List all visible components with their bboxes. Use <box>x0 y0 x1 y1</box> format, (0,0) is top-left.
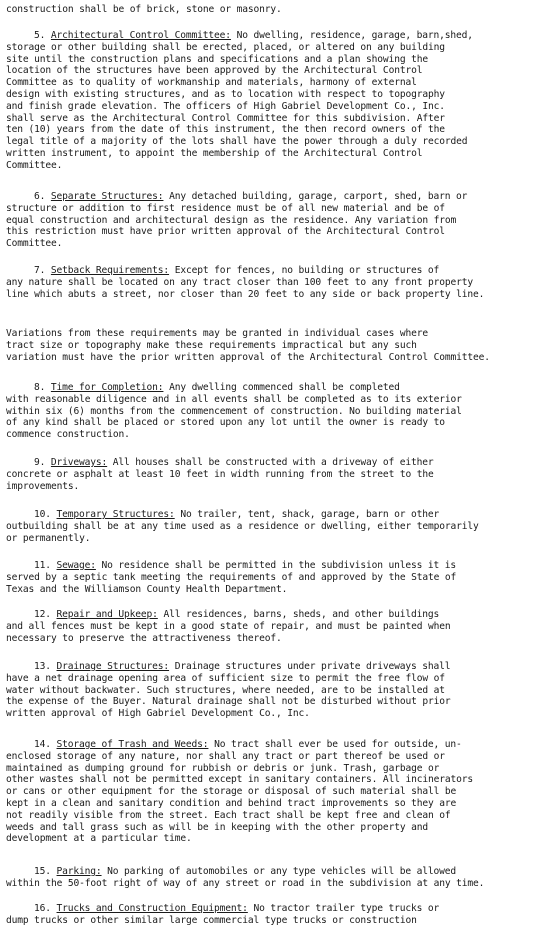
section-number: 12. <box>34 609 51 620</box>
text-line: outbuilding shall be at any time used as a residence or dwelling, either temporarily <box>6 520 479 532</box>
text-line: kept in a clean and sanitary condition and behind tract improvements so they are <box>6 797 457 809</box>
section-heading: Separate Structures: <box>50 191 164 202</box>
text-line <box>6 509 534 521</box>
paragraph-p8 <box>6 382 534 441</box>
section-number: 9. <box>34 457 46 468</box>
text-line: storage or other building shall be erected, placed, or altered on any building <box>6 41 445 53</box>
section-text: No trailer, tent, shack, garage, barn or other <box>174 509 440 520</box>
text-line: dump trucks or other similar large commercial type trucks or construction <box>6 914 417 926</box>
text-line: location of the structures have been approved by the Architectural Control <box>6 65 423 77</box>
section-text: Except for fences, no building or structures of <box>169 265 440 276</box>
section-heading: Trucks and Construction Equipment: <box>56 903 248 914</box>
text-line: legal title of a majority of the lots shall have the power through a duly recorded <box>6 136 468 148</box>
text-line <box>6 30 534 42</box>
section-number: 14. <box>34 739 51 750</box>
section-text: Drainage structures under private driveways shall <box>169 661 451 672</box>
text-line: this restriction must have prior written approval of the Architectural Control <box>6 226 445 238</box>
section-number: 8. <box>34 382 46 393</box>
paragraph-p7b <box>6 328 534 363</box>
section-text: All residences, barns, sheds, and other buildings <box>157 609 440 620</box>
text-line: or cans or other equipment for the storage or disposal of such material shall be <box>6 786 457 798</box>
text-line <box>6 382 534 394</box>
section-number: 6. <box>34 191 46 202</box>
section-number: 5. <box>34 30 46 41</box>
section-number: 11. <box>34 560 51 571</box>
text-line <box>6 191 534 203</box>
text-line: site until the construction plans and specifications and a plan showing the <box>6 53 428 65</box>
paragraph-p9 <box>6 457 534 492</box>
text-line: weeds and tall grass such as will be in keeping with the other property and <box>6 821 428 833</box>
text-line: or permanently. <box>6 532 91 544</box>
text-line: written approval of High Gabriel Development Co., Inc. <box>6 708 310 720</box>
section-text: No residence shall be permitted in the subdivision unless it is <box>95 560 456 571</box>
section-heading: Parking: <box>56 866 102 877</box>
paragraph-p15 <box>6 866 534 890</box>
text-line: construction shall be of brick, stone or masonry. <box>6 4 282 15</box>
section-text: No parking of automobiles or any type vehicles will be allowed <box>101 866 456 877</box>
text-line: necessary to preserve the attractiveness thereof. <box>6 632 282 644</box>
text-line: equal construction and architectural design as the residence. Any variation from <box>6 214 457 226</box>
section-heading: Repair and Upkeep: <box>56 609 158 620</box>
section-number: 13. <box>34 661 51 672</box>
text-line: design with existing structures, and as to location with respect to topography <box>6 88 445 100</box>
section-heading: Drainage Structures: <box>56 661 170 672</box>
text-line: have a net drainage opening area of sufficient size to permit the free flow of <box>6 672 445 684</box>
text-line: not readily visible from the street. Each tract shall be kept free and clean of <box>6 809 451 821</box>
text-line: other wastes shall not be permitted except in sanitary containers. All incinerators <box>6 774 473 786</box>
text-line: structure or addition to first residence must be of all new material and be of <box>6 202 445 214</box>
section-heading: Architectural Control Committee: <box>50 30 231 41</box>
text-line: ten (10) years from the date of this instrument, the then record owners of the <box>6 124 445 136</box>
text-line: and all fences must be kept in a good state of repair, and must be painted when <box>6 620 451 632</box>
text-line <box>6 903 534 915</box>
text-line: Committee as to quality of workmanship and materials, harmony of external <box>6 77 417 89</box>
text-line <box>6 560 534 572</box>
text-line: the expense of the Buyer. Natural drainage shall not be disturbed without prior <box>6 696 451 708</box>
text-line <box>6 609 534 621</box>
section-text: No tractor trailer type trucks or <box>247 903 440 914</box>
text-line: Variations from these requirements may be granted in individual cases where <box>6 328 428 339</box>
text-line: water without backwater. Such structures, where needed, are to be installed at <box>6 684 445 696</box>
text-line: within six (6) months from the commencement of construction. No building material <box>6 405 462 417</box>
text-line <box>6 866 534 878</box>
text-line: variation must have the prior written approval of the Architectural Control Committee. <box>6 351 490 363</box>
section-text: No dwelling, residence, garage, barn,shed, <box>230 30 473 41</box>
text-line: Texas and the Williamson County Health Department. <box>6 583 288 595</box>
section-number: 7. <box>34 265 46 276</box>
section-text: Any dwelling commenced shall be completed <box>163 382 400 393</box>
paragraph-p13 <box>6 661 534 720</box>
text-line: commence construction. <box>6 429 130 441</box>
section-number: 15. <box>34 866 51 877</box>
text-line: maintained as dumping ground for rubbish or debris or junk. Trash, garbage or <box>6 762 440 774</box>
paragraph-p11 <box>6 560 534 595</box>
text-line: development at a particular time. <box>6 833 192 845</box>
paragraph-p0 <box>6 4 534 16</box>
text-line: of any kind shall be placed or stored upon any lot until the owner is ready to <box>6 417 445 429</box>
paragraph-p6 <box>6 191 534 250</box>
section-heading: Setback Requirements: <box>50 265 170 276</box>
text-line: with reasonable diligence and in all events shall be completed as to its exterior <box>6 393 462 405</box>
text-line: improvements. <box>6 480 80 492</box>
text-line: served by a septic tank meeting the requirements of and approved by the State of <box>6 571 457 583</box>
section-heading: Time for Completion: <box>50 382 164 393</box>
paragraph-p16 <box>6 903 534 927</box>
section-text: Any detached building, garage, carport, shed, barn or <box>163 191 468 202</box>
text-line: enclosed storage of any nature, nor shall any tract or part thereof be used or <box>6 750 445 762</box>
section-heading: Storage of Trash and Weeds: <box>56 739 209 750</box>
text-line: shall serve as the Architectural Control Committee for this subdivision. After <box>6 112 445 124</box>
paragraph-p5 <box>6 30 534 172</box>
text-line: Committee. <box>6 159 63 171</box>
paragraph-p12 <box>6 609 534 644</box>
paragraph-p7 <box>6 265 534 300</box>
text-line <box>6 457 534 469</box>
text-line: Committee. <box>6 238 63 250</box>
section-heading: Temporary Structures: <box>56 509 175 520</box>
text-line <box>6 661 534 673</box>
text-line: any nature shall be located on any tract closer than 100 feet to any front property <box>6 276 473 288</box>
section-text: No tract shall ever be used for outside, un- <box>208 739 462 750</box>
text-line: written instrument, to appoint the membership of the Architectural Control <box>6 147 423 159</box>
paragraph-p10 <box>6 509 534 544</box>
section-number: 10. <box>34 509 51 520</box>
section-heading: Sewage: <box>56 560 96 571</box>
text-line: line which abuts a street, nor closer than 20 feet to any side or back property line. <box>6 288 485 300</box>
text-line: tract size or topography make these requirements impractical but any such <box>6 339 417 351</box>
paragraph-p14 <box>6 739 534 845</box>
text-line: concrete or asphalt at least 10 feet in width running from the street to the <box>6 468 434 480</box>
section-heading: Driveways: <box>50 457 108 468</box>
section-number: 16. <box>34 903 51 914</box>
text-line <box>6 265 534 277</box>
text-line: and finish grade elevation. The officers of High Gabriel Development Co., Inc. <box>6 100 445 112</box>
section-text: All houses shall be constructed with a driveway of either <box>107 457 434 468</box>
text-line <box>6 739 534 751</box>
text-line: within the 50-foot right of way of any street or road in the subdivision at any time. <box>6 877 485 889</box>
